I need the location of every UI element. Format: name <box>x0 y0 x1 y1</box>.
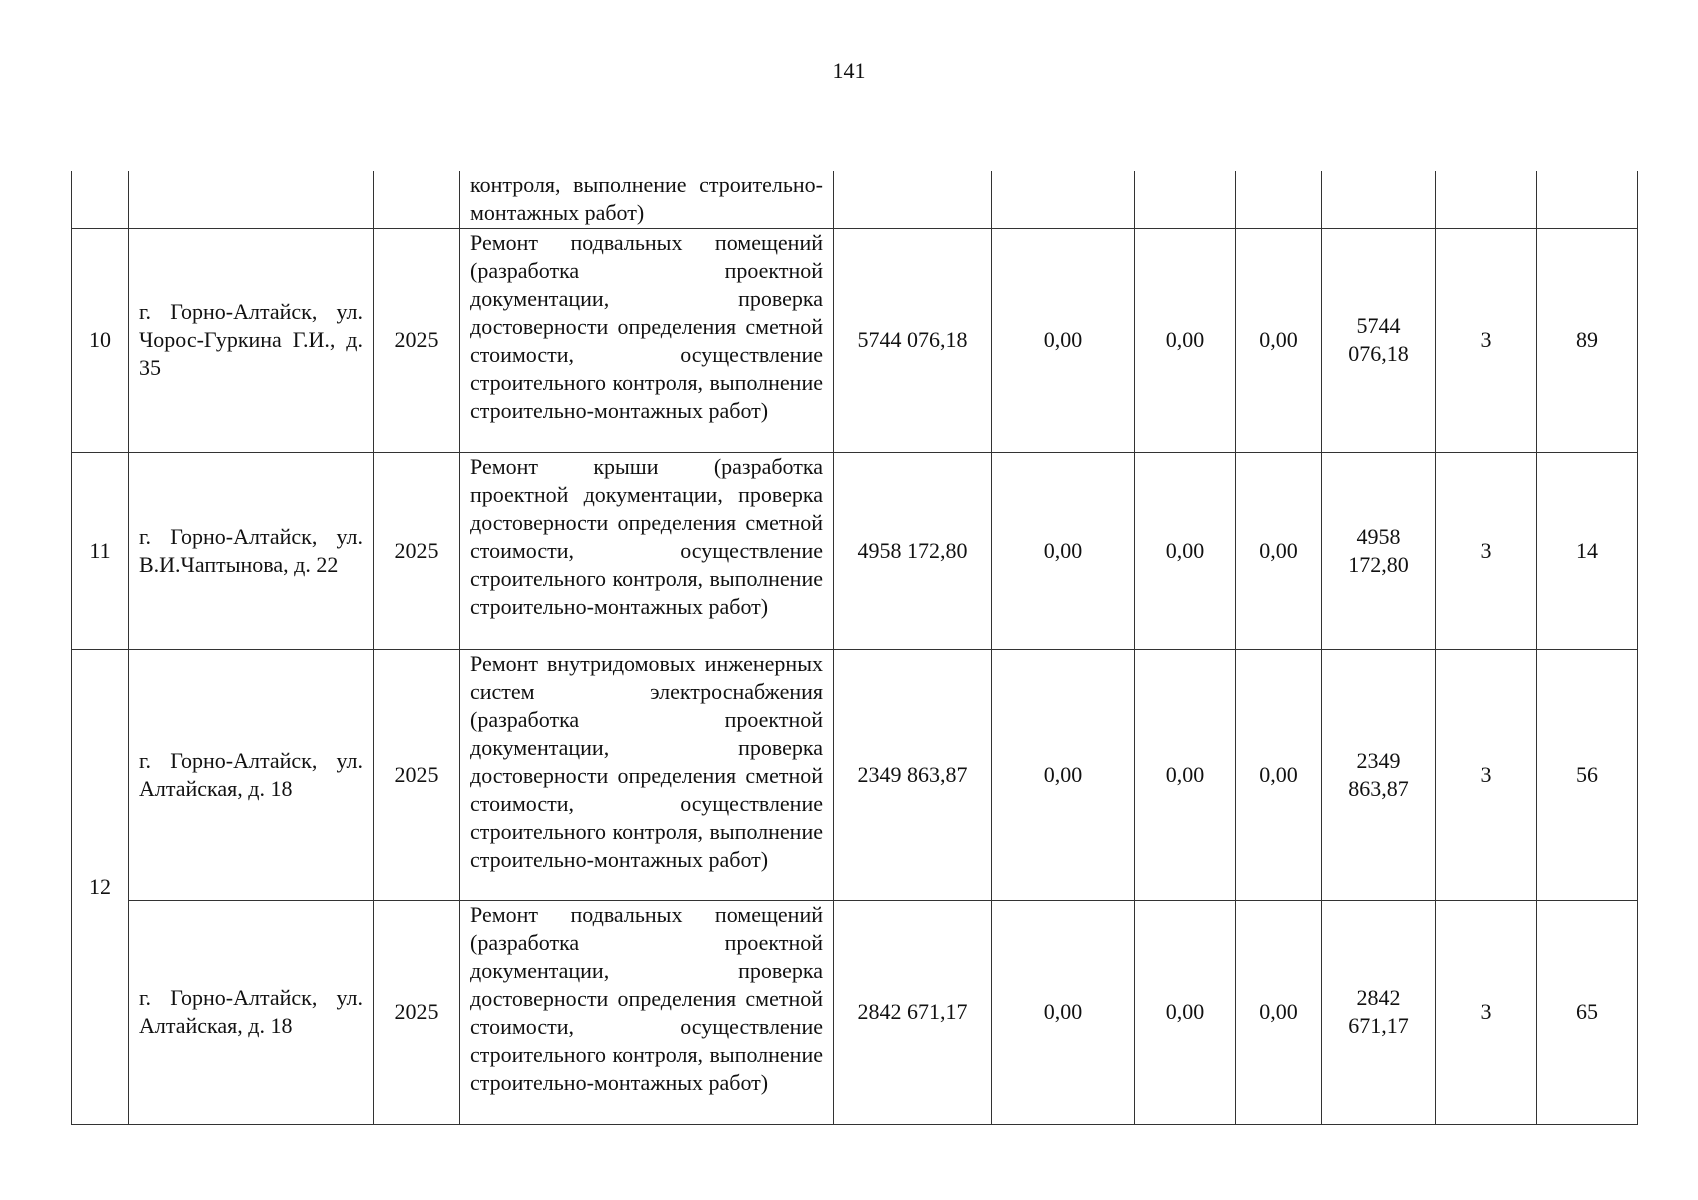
cell-total: 5744 076,18 <box>834 228 992 452</box>
cell-year: 2025 <box>374 452 460 649</box>
cell-v1: 0,00 <box>992 649 1135 900</box>
cell-c2: 89 <box>1537 228 1638 452</box>
cell-v3: 0,00 <box>1236 649 1322 900</box>
cell-year <box>374 171 460 228</box>
cell-num: 11 <box>72 452 129 649</box>
cell-v4: 4958 172,80 <box>1322 452 1436 649</box>
cell-c2: 65 <box>1537 900 1638 1124</box>
cell-v2: 0,00 <box>1135 900 1236 1124</box>
table-row-continuation <box>72 171 1638 228</box>
cell-num: 10 <box>72 228 129 452</box>
cell-description: Ремонт подвальных помещений (разработка проектной документации, проверка достоверности определения сметной стоимости, осуществление строительного контроля, выполнение строительно-монтажных работ) <box>460 228 834 452</box>
cell-address: г. Горно-Алтайск, ул. В.И.Чаптынова, д. 22 <box>129 452 374 649</box>
cell-v1 <box>992 171 1135 228</box>
cell-address: г. Горно-Алтайск, ул. Алтайская, д. 18 <box>129 900 374 1124</box>
cell-total: 2842 671,17 <box>834 900 992 1124</box>
page-number: 141 <box>832 58 866 83</box>
cell-c1: 3 <box>1436 649 1537 900</box>
cell-v4: 5744 076,18 <box>1322 228 1436 452</box>
table-row <box>72 452 1638 649</box>
cell-v1: 0,00 <box>992 228 1135 452</box>
cell-c2: 14 <box>1537 452 1638 649</box>
cell-v1: 0,00 <box>992 900 1135 1124</box>
cell-c1 <box>1436 171 1537 228</box>
cell-address <box>129 171 374 228</box>
cell-v4 <box>1322 171 1436 228</box>
cell-c2 <box>1537 171 1638 228</box>
cell-v4: 2842 671,17 <box>1322 900 1436 1124</box>
cell-address: г. Горно-Алтайск, ул. Алтайская, д. 18 <box>129 649 374 900</box>
cell-v2: 0,00 <box>1135 452 1236 649</box>
cell-total: 2349 863,87 <box>834 649 992 900</box>
cell-c1: 3 <box>1436 900 1537 1124</box>
cell-num <box>72 171 129 228</box>
table-row <box>72 900 1638 1124</box>
cell-year: 2025 <box>374 228 460 452</box>
table-row <box>72 649 1638 900</box>
cell-address: г. Горно-Алтайск, ул. Чорос-Гуркина Г.И., д. 35 <box>129 228 374 452</box>
cell-description: контроля, выполнение строительно-монтажных работ) <box>460 171 834 228</box>
cell-v2: 0,00 <box>1135 649 1236 900</box>
cell-year: 2025 <box>374 649 460 900</box>
cell-v2: 0,00 <box>1135 228 1236 452</box>
cell-c2: 56 <box>1537 649 1638 900</box>
table-row <box>72 228 1638 452</box>
cell-v2 <box>1135 171 1236 228</box>
cell-description: Ремонт подвальных помещений (разработка проектной документации, проверка достоверности определения сметной стоимости, осуществление строительного контроля, выполнение строительно-монтажных работ) <box>460 900 834 1124</box>
cell-description: Ремонт крыши (разработка проектной документации, проверка достоверности определения сметной стоимости, осуществление строительного контроля, выполнение строительно-монтажных работ) <box>460 452 834 649</box>
cell-total: 4958 172,80 <box>834 452 992 649</box>
cell-c1: 3 <box>1436 228 1537 452</box>
cell-num: 12 <box>72 649 129 1124</box>
cell-c1: 3 <box>1436 452 1537 649</box>
cell-v1: 0,00 <box>992 452 1135 649</box>
cell-year: 2025 <box>374 900 460 1124</box>
cell-description: Ремонт внутридомовых инженерных систем электроснабжения (разработка проектной документации, проверка достоверности определения сметной стоимости, осуществление строительного контроля, выполнение строительно-монтажных работ) <box>460 649 834 900</box>
cell-v3 <box>1236 171 1322 228</box>
cell-v3: 0,00 <box>1236 900 1322 1124</box>
cell-v4: 2349 863,87 <box>1322 649 1436 900</box>
works-table <box>71 171 1638 1125</box>
cell-v3: 0,00 <box>1236 228 1322 452</box>
cell-total <box>834 171 992 228</box>
cell-v3: 0,00 <box>1236 452 1322 649</box>
